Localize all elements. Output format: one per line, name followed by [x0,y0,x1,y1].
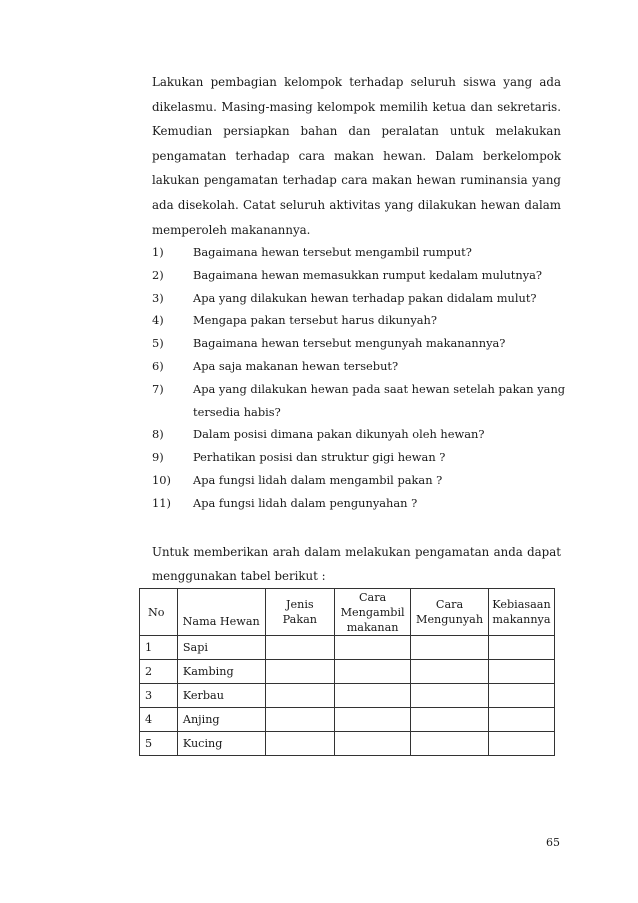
question-number: 1) [152,245,164,259]
question-item [152,309,572,332]
cell-empty [265,636,335,660]
intro-paragraph [152,70,561,242]
table-lead-paragraph [152,540,561,588]
cell-empty [488,660,554,684]
cell-empty [335,708,411,732]
question-item [152,378,572,424]
table-row [140,708,555,732]
question-item [152,241,572,264]
cell-no: 5 [140,732,178,756]
cell-empty [335,660,411,684]
question-item [152,355,572,378]
question-item [152,469,572,492]
table-lead-text: Untuk memberikan arah dalam melakukan pengamatan anda dapat menggunakan tabel berikut : [152,545,561,583]
page-number: 65 [546,836,560,849]
header-no: No [140,589,178,636]
question-text: Apa fungsi lidah dalam pengunyahan ? [193,495,418,510]
question-number: 9) [152,450,164,465]
cell-empty [411,636,489,660]
question-text: Dalam posisi dimana pakan dikunyah oleh hewan? [193,427,485,442]
question-text: Apa fungsi lidah dalam mengambil pakan ? [193,472,443,487]
cell-empty [335,684,411,708]
cell-empty [335,636,411,660]
question-number: 7) [152,381,164,396]
question-text: Bagaimana hewan memasukkan rumput kedalam mulutnya? [193,267,543,282]
question-list [152,241,572,515]
header-name: Nama Hewan [177,589,265,636]
question-number: 2) [152,267,164,282]
question-item [152,332,572,355]
cell-empty [411,708,489,732]
cell-empty [265,708,335,732]
cell-name: Kambing [177,660,265,684]
cell-name: Sapi [177,636,265,660]
question-number: 8) [152,427,164,442]
cell-empty [488,636,554,660]
header-chew: Cara Mengunyah [411,589,489,636]
cell-empty [488,684,554,708]
header-habit: Kebiasaan makannya [488,589,554,636]
cell-empty [265,660,335,684]
table-row [140,636,555,660]
question-number: 4) [152,313,164,328]
table-header-row [140,589,555,636]
question-item [152,264,572,287]
cell-no: 3 [140,684,178,708]
table-row [140,732,555,756]
cell-empty [488,708,554,732]
question-number: 10) [152,472,171,487]
observation-table [139,588,555,756]
cell-empty [265,732,335,756]
question-text: Apa yang dilakukan hewan terhadap pakan didalam mulut? [193,290,537,305]
cell-empty [411,732,489,756]
cell-empty [335,732,411,756]
question-text: Perhatikan posisi dan struktur gigi hewan ? [193,450,446,465]
question-text: Apa yang dilakukan hewan pada saat hewan setelah pakan yang tersedia habis? [193,381,566,419]
question-item [152,446,572,469]
question-number: 11) [152,495,171,510]
question-item [152,492,572,515]
cell-empty [411,684,489,708]
cell-name: Kerbau [177,684,265,708]
question-text: Bagaimana hewan tersebut mengunyah makanannya? [193,336,506,351]
cell-empty [488,732,554,756]
question-text: Bagaimana hewan tersebut mengambil rumput? [193,245,472,259]
question-number: 3) [152,290,164,305]
intro-text: Lakukan pembagian kelompok terhadap seluruh siswa yang ada dikelasmu. Masing-masing kelompok memilih ketua dan sekretaris. Kemudian persiapkan bahan dan peralatan untuk melakukan pengamatan terhadap cara makan hewan. Dalam berkelompok lakukan pengamatan terhadap cara makan hewan ruminansia yang ada disekolah. Catat seluruh aktivitas yang dilakukan hewan dalam memperoleh makanannya. [152,75,561,237]
table-row [140,684,555,708]
header-take: Cara Mengambil makanan [335,589,411,636]
question-item [152,423,572,446]
table-row [140,660,555,684]
question-number: 6) [152,358,164,373]
header-feed: Jenis Pakan [265,589,335,636]
cell-name: Kucing [177,732,265,756]
cell-name: Anjing [177,708,265,732]
question-number: 5) [152,336,164,351]
cell-no: 1 [140,636,178,660]
cell-no: 4 [140,708,178,732]
question-item [152,287,572,310]
question-text: Mengapa pakan tersebut harus dikunyah? [193,313,437,328]
question-text: Apa saja makanan hewan tersebut? [193,358,399,373]
cell-no: 2 [140,660,178,684]
cell-empty [265,684,335,708]
cell-empty [411,660,489,684]
